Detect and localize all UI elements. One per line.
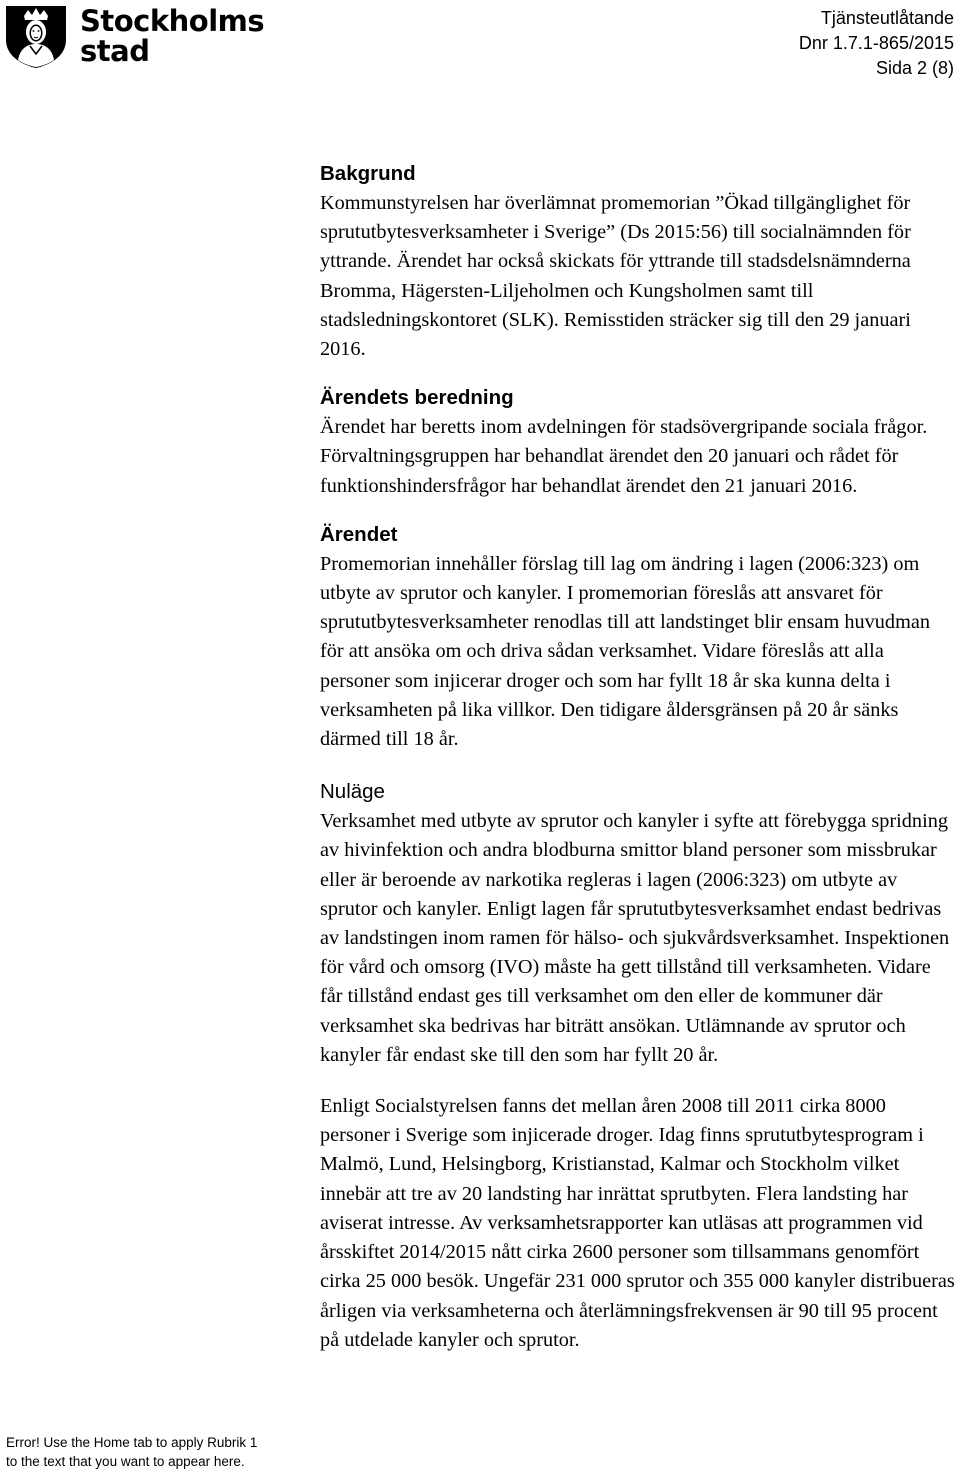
logo-line-2: stad [80,34,150,68]
document-type: Tjänsteutlåtande [820,8,954,28]
heading-bakgrund: Bakgrund [320,162,416,185]
document-header [799,6,954,81]
section-nulage [320,776,956,1355]
logo-wordmark [80,6,264,66]
heading-nulage: Nuläge [320,780,385,804]
section-bakgrund [320,158,956,364]
document-number: Dnr 1.7.1-865/2015 [798,33,954,53]
heading-arendets-beredning: Ärendets beredning [320,386,514,410]
logo-line-1: Stockholms [80,4,265,38]
stockholms-stad-logo [4,2,265,68]
section-arendet [320,519,956,754]
heading-arendet: Ärendet [320,522,398,546]
footer-error-line-2: to the text that you want to appear here. [6,1454,245,1469]
paragraph-arendet: Promemorian innehåller förslag till lag om ändring i lagen (2006:323) om utbyte av sprutor och kanyler. I promemorian föreslås att ansvaret för sprututbytesverksamheter renodlas till att landstinget blir ensam huvudman för att ansöka om och driva sådan verksamhet. Vidare föreslås att alla personer som injicerar droger och som har fyllt 18 år ska kunna delta i verksamheten på lika villkor. Den tidigare åldersgränsen på 20 år sänks därmed till 18 år. [320,552,930,751]
paragraph-nulage-1: Verksamhet med utbyte av sprutor och kanyler i syfte att förebygga spridning av hivinfektion och andra blodburna smittor bland personer som missbrukar eller är beroende av narkotika regleras i lagen (2006:323) om utbyte av sprutor och kanyler. Enligt lagen får sprututbytesverksamhet endast bedrivas av landstingen inom ramen för hälso- och sjukvårdsverksamhet. Inspektionen för vård och omsorg (IVO) måste ha gett tillstånd till verksamheten. Vidare får tillstånd endast ges till verksamhet om den eller de kommuner där verksamhet ska bedrivas har biträtt ansökan. Utlämnande av sprutor och kanyler får endast ske till den som har fyllt 20 år. [320,810,950,1066]
paragraph-bakgrund: Kommunstyrelsen har överlämnat promemorian ”Ökad tillgänglighet för sprututbytesverksamheter i Sverige” (Ds 2015:56) till socialnämnden för yttrande. Ärendet har också skickats för yttrande till stadsdelsnämnderna Bromma, Hägersten-Liljeholmen och Kungsholmen samt till stadsledningskontoret (SLK). Remisstiden sträcker sig till den 29 januari 2016. [320,192,911,361]
document-body [320,158,956,1355]
footer-field-error [6,1433,257,1471]
section-arendets-beredning [320,382,956,501]
paragraph-arendets-beredning: Ärendet har beretts inom avdelningen för stadsövergripande sociala frågor. Förvaltningsgruppen har behandlat ärendet den 20 januari och rådet för funktionshindersfrågor har behandlat ärendet den 21 januari 2016. [320,416,928,497]
page-number: Sida 2 (8) [875,58,954,78]
paragraph-nulage-2: Enligt Socialstyrelsen fanns det mellan åren 2008 till 2011 cirka 8000 personer i Sverige som injicerade droger. Idag finns sprututbytesprogram i Malmö, Lund, Helsingborg, Kristianstad, Kalmar och Stockholm vilket innebär att tre av 20 landsting har inrättat sprutbyten. Flera landsting har aviserat intresse. Av verksamhetsrapporter kan utläsas att programmen vid årsskiftet 2014/2015 nått cirka 2600 personer som tillsammans genomfört cirka 25 000 besök. Ungefär 231 000 sprutor och 355 000 kanyler distribueras årligen via verksamheterna och återlämningsfrekvensen är 90 till 95 procent på utdelade kanyler och sprutor. [320,1095,955,1351]
footer-error-line-1: Error! Use the Home tab to apply Rubrik 1 [6,1435,258,1450]
stockholm-crest-icon [4,2,68,68]
